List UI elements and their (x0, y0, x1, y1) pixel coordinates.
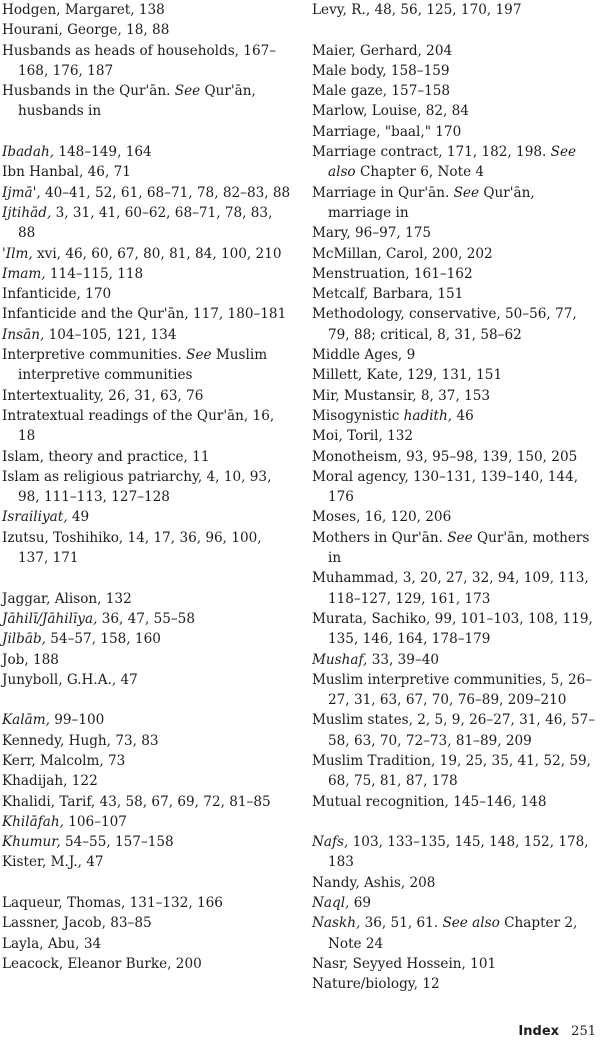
index-entry-italic-text: See (186, 347, 212, 364)
index-entry (312, 751, 600, 792)
index-entry-italic-text: Jāhilī/Jāhilīya, (2, 610, 98, 627)
index-entry-italic-text: Insān, (2, 326, 45, 343)
index-entry (2, 832, 292, 852)
index-entry-text: Nandy, Ashis, 208 (312, 874, 436, 891)
index-entry-text: Nature/biology, 12 (312, 976, 440, 993)
index-entry (312, 974, 600, 994)
index-entry-text: Nasr, Seyyed Hossein, 101 (312, 955, 497, 972)
index-entry (2, 284, 292, 304)
index-entry-text: Maier, Gerhard, 204 (312, 42, 453, 59)
index-entry-text: Kerr, Malcolm, 73 (2, 752, 126, 769)
index-entry (312, 528, 600, 569)
index-entry-italic-text: Nafs, (312, 834, 349, 851)
index-entry-text: Qur'ān, husbands in (18, 83, 256, 120)
index-entry-italic-text: Ijtihād, (2, 204, 52, 221)
index-entry (312, 41, 600, 61)
index-entry (312, 609, 600, 650)
index-entry-text: 54–57, 158, 160 (45, 631, 161, 648)
letter-group-gap (2, 690, 292, 710)
index-entry-text: Mir, Mustansir, 8, 37, 153 (312, 387, 491, 404)
index-entry (312, 873, 600, 893)
index-entry-italic-text: Naql, (312, 895, 350, 912)
index-entry-text: Mary, 96–97, 175 (312, 225, 432, 242)
index-entry-italic-text: See (453, 184, 480, 201)
index-entry-text: xvi, 46, 60, 67, 80, 81, 84, 100, 210 (32, 245, 282, 262)
index-entry-text: Chapter 6, Note 4 (355, 164, 485, 181)
index-entry (312, 832, 600, 873)
index-entry (2, 893, 292, 913)
index-entry-text: Infanticide, 170 (2, 286, 112, 303)
page-footer (518, 1024, 596, 1039)
index-entry-text: Khadijah, 122 (2, 773, 98, 790)
index-entry-text: McMillan, Carol, 200, 202 (312, 245, 493, 262)
index-entry-text: Monotheism, 93, 95–98, 139, 150, 205 (312, 448, 578, 465)
index-entry (2, 852, 292, 872)
index-entry-text: 54–55, 157–158 (60, 834, 174, 851)
index-entry-text: 40–41, 52, 61, 68–71, 78, 82–83, 88 (40, 184, 291, 201)
index-entry-text: Junyboll, G.H.A., 47 (2, 671, 138, 688)
letter-group-gap (2, 873, 292, 893)
index-entry-text: Muslim Tradition, 19, 25, 35, 41, 52, 59, 68, 75, 81, 87, 178 (312, 752, 591, 790)
index-entry (2, 41, 292, 82)
index-entry-text: Husbands in the Qur'ān. (2, 83, 175, 100)
index-entry (312, 650, 600, 670)
index-entry-text: Male body, 158–159 (312, 62, 450, 79)
index-entry (312, 223, 600, 243)
index-entry-italic-text: Imam, (2, 265, 46, 282)
index-entry-text: 104–105, 121, 134 (44, 326, 177, 343)
index-entry (2, 812, 292, 832)
index-entry-text: 114–115, 118 (45, 265, 144, 282)
page-number: 251 (571, 1024, 596, 1039)
index-entry-text: Intratextual readings of the Qur'ān, 16, 18 (2, 407, 275, 445)
index-entry-text: Moi, Toril, 132 (312, 428, 414, 445)
index-entry (2, 345, 292, 386)
index-entry (312, 264, 600, 284)
index-entry-text: Jaggar, Alison, 132 (2, 590, 132, 607)
index-entry (2, 589, 292, 609)
index-entry (312, 183, 600, 224)
index-entry-text: Kennedy, Hugh, 73, 83 (2, 732, 159, 749)
index-entry-italic-text: Jilbāb, (2, 631, 46, 648)
index-entry-italic-text: Mushaf, (312, 651, 368, 668)
index-entry-text: Lassner, Jacob, 83–85 (2, 915, 152, 932)
index-entry (312, 284, 600, 304)
index-entry-text: Kister, M.J., 47 (2, 854, 104, 871)
index-entry-text: Qur'ān, mothers in (328, 529, 590, 567)
index-entry (2, 162, 292, 182)
index-entry-text: Izutsu, Toshihiko, 14, 17, 36, 96, 100, 137, 171 (2, 529, 262, 567)
index-entry-text: 99–100 (49, 712, 105, 729)
index-entry-italic-text: See (447, 529, 473, 546)
index-entry (312, 244, 600, 264)
index-entry-text: Male gaze, 157–158 (312, 83, 451, 100)
index-entry (2, 771, 292, 791)
index-entry-text: 36, 51, 61. (360, 915, 443, 932)
index-entry-text: Laqueur, Thomas, 131–132, 166 (2, 895, 223, 912)
index-entry (2, 609, 292, 629)
index-entry-text: Hourani, George, 18, 88 (2, 22, 170, 39)
index-entry (312, 345, 600, 365)
index-entry (2, 386, 292, 406)
index-entry-text: 69 (349, 895, 371, 912)
index-entry (2, 792, 292, 812)
index-entry-italic-text: Kalām, (2, 712, 50, 729)
index-entry (312, 142, 600, 183)
index-entry-text: Ibn Hanbal, 46, 71 (2, 164, 131, 181)
index-entry (2, 670, 292, 690)
index-entry-text: Middle Ages, 9 (312, 347, 416, 364)
index-column-right (312, 0, 600, 995)
index-entry-text: Khalidi, Tarif, 43, 58, 67, 69, 72, 81–85 (2, 793, 271, 810)
index-entry (2, 528, 292, 569)
index-column-left (2, 0, 292, 974)
index-entry-italic-text: Israiliyat, (2, 509, 68, 526)
index-entry-text: Menstruation, 161–162 (312, 265, 473, 282)
index-entry (2, 751, 292, 771)
index-entry (2, 142, 292, 162)
index-entry (312, 81, 600, 101)
index-entry-italic-text: 'Ilm, (2, 245, 33, 262)
index-entry (312, 792, 600, 812)
index-entry-text: 103, 133–135, 145, 148, 152, 178, 183 (328, 834, 589, 871)
index-entry-text: Layla, Abu, 34 (2, 935, 102, 952)
index-entry (312, 101, 600, 121)
index-entry-text: Hodgen, Margaret, 138 (2, 2, 165, 18)
index-entry (2, 203, 292, 244)
index-entry (2, 264, 292, 284)
index-entry-text: Qur'ān, marriage in (328, 184, 535, 221)
index-entry (312, 386, 600, 406)
index-entry (312, 122, 600, 142)
index-entry-text: 36, 47, 55–58 (97, 610, 195, 627)
index-entry (2, 710, 292, 730)
index-entry (312, 447, 600, 467)
index-entry-text: Interpretive communities. (2, 347, 187, 364)
index-entry (312, 406, 600, 426)
index-entry (2, 467, 292, 508)
index-entry-text: Muslim states, 2, 5, 9, 26–27, 31, 46, 57–58, 63, 70, 72–73, 81–89, 209 (312, 712, 596, 749)
index-entry (312, 426, 600, 446)
index-entry-text: Moral agency, 130–131, 139–140, 144, 176 (312, 468, 579, 506)
index-entry (2, 325, 292, 345)
index-entry-text: Metcalf, Barbara, 151 (312, 286, 464, 303)
index-entry-italic-text: See also (442, 915, 500, 932)
index-entry-text: Millett, Kate, 129, 131, 151 (312, 367, 503, 384)
index-entry (2, 934, 292, 954)
index-entry (2, 0, 292, 20)
letter-group-gap (312, 812, 600, 832)
index-entry-text: Moses, 16, 120, 206 (312, 509, 452, 526)
index-entry-text: Mothers in Qur'ān. (312, 529, 448, 546)
index-entry (2, 183, 292, 203)
index-entry-text: 33, 39–40 (367, 651, 440, 668)
index-entry (312, 954, 600, 974)
index-entry-text: 3, 31, 41, 60–62, 68–71, 78, 83, 88 (18, 204, 273, 242)
index-entry (2, 244, 292, 264)
index-entry-text: Muslim interpretive communities, 5, 26–27, 31, 63, 67, 70, 76–89, 209–210 (312, 671, 593, 709)
index-entry-text: Chapter 2, Note 24 (328, 915, 578, 952)
index-entry (2, 20, 292, 40)
index-entry-text: 106–107 (63, 813, 127, 830)
index-entry (2, 954, 292, 974)
index-entry-text: Muslim interpretive communities (18, 347, 268, 384)
index-entry-text: Marlow, Louise, 82, 84 (312, 103, 469, 120)
index-entry (2, 447, 292, 467)
index-entry-italic-text: Khumur, (2, 834, 61, 851)
index-entry-text: 49 (67, 509, 90, 526)
index-entry-text: Mutual recognition, 145–146, 148 (312, 793, 547, 810)
index-entry-text: Marriage contract, 171, 182, 198. (312, 144, 551, 161)
index-entry (312, 568, 600, 609)
index-entry-text: 148–149, 164 (54, 144, 152, 161)
index-entry (312, 0, 600, 20)
running-footer-label: Index (518, 1024, 560, 1039)
index-entry (2, 629, 292, 649)
index-entry-italic-text: Khilāfah, (2, 813, 64, 830)
index-entry (312, 710, 600, 751)
index-entry-text: Muhammad, 3, 20, 27, 32, 94, 109, 113, 118–127, 129, 161, 173 (312, 570, 589, 607)
index-entry (312, 913, 600, 954)
index-entry-text: Infanticide and the Qur'ān, 117, 180–181 (2, 306, 287, 323)
index-entry-text: Methodology, conservative, 50–56, 77, 79, 88; critical, 8, 31, 58–62 (312, 306, 577, 343)
index-entry-italic-text: hadith, (403, 407, 453, 424)
index-entry (2, 731, 292, 751)
index-entry (2, 406, 292, 447)
index-entry (2, 507, 292, 527)
letter-group-gap (2, 122, 292, 142)
index-entry (312, 893, 600, 913)
index-entry-text: Islam as religious patriarchy, 4, 10, 93, 98, 111–113, 127–128 (2, 468, 272, 506)
letter-group-gap (2, 568, 292, 588)
index-entry-text: Marriage, "baal," 170 (312, 123, 462, 140)
index-entry-text: Leacock, Eleanor Burke, 200 (2, 955, 202, 972)
index-entry (2, 650, 292, 670)
index-entry-text: Intertextuality, 26, 31, 63, 76 (2, 387, 204, 404)
index-entry (312, 304, 600, 345)
index-entry (2, 913, 292, 933)
index-entry-italic-text: Ijmā', (2, 184, 41, 201)
index-entry-text: 46 (452, 407, 474, 424)
index-entry (312, 365, 600, 385)
letter-group-gap (312, 20, 600, 40)
index-entry-text: Levy, R., 48, 56, 125, 170, 197 (312, 2, 522, 18)
index-entry-text: Husbands as heads of households, 167–168, 176, 187 (2, 42, 277, 79)
index-entry (312, 507, 600, 527)
index-entry (2, 304, 292, 324)
index-entry-text: Misogynistic (312, 407, 404, 424)
index-entry-italic-text: See (174, 83, 201, 100)
index-entry-text: Murata, Sachiko, 99, 101–103, 108, 119, 135, 146, 164, 178–179 (312, 610, 593, 648)
index-entry-italic-text: See also (328, 144, 577, 181)
index-entry (2, 81, 292, 122)
index-entry (312, 61, 600, 81)
index-entry-italic-text: Naskh, (312, 915, 361, 932)
index-entry-italic-text: Ibadah, (2, 144, 55, 161)
index-entry-text: Islam, theory and practice, 11 (2, 448, 210, 465)
index-entry-text: Marriage in Qur'ān. (312, 184, 454, 201)
index-entry (312, 670, 600, 711)
index-entry-text: Job, 188 (2, 651, 59, 668)
index-entry (312, 467, 600, 508)
